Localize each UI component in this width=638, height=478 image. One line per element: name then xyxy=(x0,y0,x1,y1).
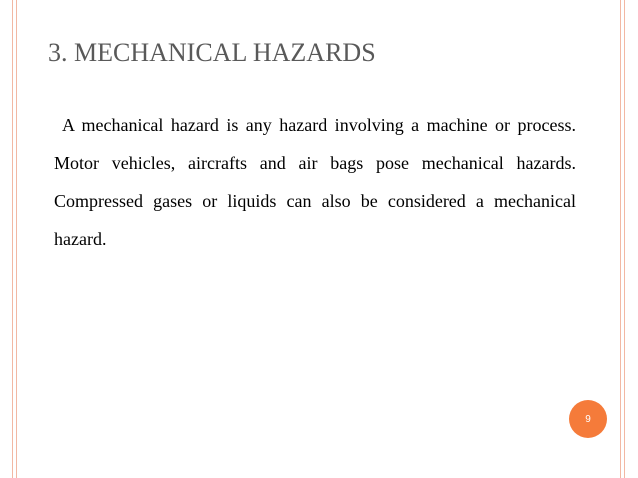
right-border-line-inner xyxy=(620,0,621,478)
page-number-badge xyxy=(569,400,607,438)
slide-title: 3. MECHANICAL HAZARDS xyxy=(48,38,376,67)
slide-body-text: A mechanical hazard is any hazard involving a machine or process. Motor vehicles, aircrafts and air bags pose mechanical hazards. Compressed gases or liquids can also be considered a mechanical hazard. xyxy=(54,115,576,249)
page-number: 9 xyxy=(585,413,591,425)
right-border-line-outer xyxy=(624,0,625,478)
left-border-line-outer xyxy=(12,0,13,478)
left-border-line-inner xyxy=(16,0,17,478)
